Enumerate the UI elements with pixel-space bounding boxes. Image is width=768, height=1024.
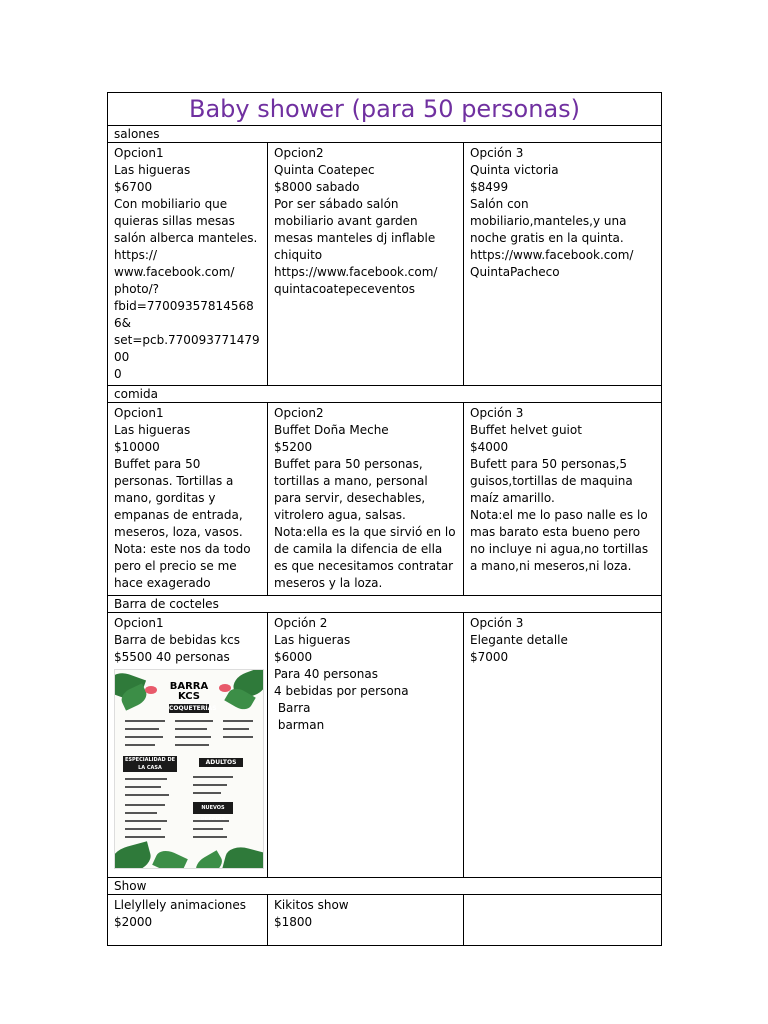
menu-text [175, 720, 213, 722]
option-name: Elegante detalle [470, 633, 568, 647]
option-name: Buffet helvet guiot [470, 423, 582, 437]
option-link[interactable]: 0 [114, 367, 122, 381]
menu-text [125, 720, 165, 722]
leaf-icon [222, 843, 264, 869]
menu-text [125, 836, 165, 838]
document-title: Baby shower (para 50 personas) [188, 95, 581, 123]
option-label: Opción 3 [470, 406, 524, 420]
leaf-icon [114, 841, 154, 869]
option-label: Opción 2 [274, 616, 328, 630]
option-description: Con mobiliario que quieras sillas mesas salón alberca manteles. [114, 197, 258, 245]
salones-option-1 [108, 143, 268, 386]
option-label: Opción 3 [470, 616, 524, 630]
menu-text [125, 804, 165, 806]
option-link[interactable]: https:// [114, 248, 158, 262]
option-price: $8499 [470, 180, 509, 194]
flamingo-icon [219, 684, 231, 692]
option-name: Barra de bebidas kcs [114, 633, 241, 647]
table-row [108, 403, 662, 596]
menu-text [193, 784, 227, 786]
option-price: $7000 [470, 650, 509, 664]
document-page [107, 92, 661, 946]
menu-text [125, 812, 157, 814]
menu-band: COQUETERÍAS [169, 705, 217, 712]
table-row [108, 143, 662, 386]
option-description: Para 40 personas [274, 667, 378, 681]
barra-option-2 [268, 613, 464, 878]
option-description: 4 bebidas por persona [274, 684, 409, 698]
option-link[interactable]: quintacoatepeceventos [274, 282, 415, 296]
option-price: $5500 40 personas [114, 650, 230, 664]
option-price: $2000 [114, 915, 153, 929]
option-label: Opcion2 [274, 146, 324, 160]
option-name: Llelyllely animaciones [114, 898, 246, 912]
menu-text [175, 736, 211, 738]
option-label: Opcion1 [114, 146, 164, 160]
option-label: Opción 3 [470, 146, 524, 160]
show-option-1 [108, 895, 268, 946]
option-price: $6000 [274, 650, 313, 664]
option-description: Barra [274, 701, 311, 715]
option-price: $1800 [274, 915, 313, 929]
option-label: Opcion1 [114, 406, 164, 420]
menu-text [125, 736, 163, 738]
salones-option-2 [268, 143, 464, 386]
option-name: Quinta Coatepec [274, 163, 375, 177]
option-price: $10000 [114, 440, 160, 454]
option-note: Nota:ella es la que sirvió en lo de camila la difencia de ella es que necesitamos contratar meseros y la loza. [274, 525, 460, 590]
table-row [108, 613, 662, 878]
menu-text [125, 820, 167, 822]
option-description: Salón con mobiliario,manteles,y una noche gratis en la quinta. [470, 197, 631, 245]
show-option-3 [464, 895, 662, 946]
option-price: $5200 [274, 440, 313, 454]
menu-text [193, 828, 223, 830]
option-price: $6700 [114, 180, 153, 194]
menu-text [125, 828, 161, 830]
baby-shower-table [107, 92, 662, 946]
menu-text [125, 744, 155, 746]
option-name: Buffet Doña Meche [274, 423, 389, 437]
section-show: Show [108, 878, 662, 895]
option-price: $4000 [470, 440, 509, 454]
menu-text [175, 728, 207, 730]
option-description: Buffet para 50 personas. Tortillas a mano, gorditas y empanas de entrada, meseros, loza, vasos. [114, 457, 247, 539]
option-link[interactable]: https://www.facebook.com/ [274, 265, 438, 279]
menu-text [193, 820, 229, 822]
option-name: Las higueras [114, 423, 191, 437]
comida-option-1 [108, 403, 268, 596]
barra-option-1 [108, 613, 268, 878]
option-price: $8000 sabado [274, 180, 360, 194]
menu-text [223, 728, 249, 730]
flamingo-icon [145, 686, 157, 694]
menu-band: ADULTOS [199, 758, 243, 767]
salones-option-3 [464, 143, 662, 386]
menu-band: ESPECIALIDAD DE LA CASA [124, 757, 176, 771]
menu-text [125, 728, 159, 730]
title-cell [108, 93, 662, 126]
option-link[interactable]: set=pcb.77009377147900 [114, 333, 260, 364]
leaf-icon [152, 847, 188, 869]
option-description: Bufett para 50 personas,5 guisos,tortillas de maquina maíz amarillo. [470, 457, 637, 505]
option-name: Las higueras [274, 633, 351, 647]
option-description: Buffet para 50 personas, tortillas a mano, personal para servir, desechables, vitrolero agua, salsas. [274, 457, 432, 522]
option-link[interactable]: fbid=770093578145686& [114, 299, 254, 330]
option-name: Kikitos show [274, 898, 349, 912]
menu-text [125, 794, 169, 796]
option-label: Opcion1 [114, 616, 164, 630]
menu-text [193, 776, 233, 778]
comida-option-2 [268, 403, 464, 596]
option-link[interactable]: photo/? [114, 282, 160, 296]
option-name: Quinta victoria [470, 163, 559, 177]
menu-text [175, 744, 209, 746]
menu-text [125, 786, 161, 788]
option-link[interactable]: www.facebook.com/ [114, 265, 235, 279]
option-description: barman [274, 718, 325, 732]
option-link[interactable]: QuintaPacheco [470, 265, 560, 279]
section-comida: comida [108, 386, 662, 403]
option-note: Nota: este nos da todo pero el precio se me hace exagerado [114, 542, 255, 590]
menu-band: NUEVOS [193, 802, 233, 814]
option-note: Nota:el me lo paso nalle es lo mas barato esta bueno pero no incluye ni agua,no tortillas a mano,ni meseros,ni loza. [470, 508, 652, 573]
barra-option-3 [464, 613, 662, 878]
option-description: Por ser sábado salón mobiliario avant garden mesas manteles dj inflable chiquito [274, 197, 440, 262]
option-name: Las higueras [114, 163, 191, 177]
option-label: Opcion2 [274, 406, 324, 420]
comida-option-3 [464, 403, 662, 596]
menu-title: BARRA KCS [169, 681, 209, 702]
menu-text [193, 836, 227, 838]
section-salones: salones [108, 126, 662, 143]
menu-text [125, 778, 167, 780]
section-barra-de-cocteles: Barra de cocteles [108, 596, 662, 613]
menu-text [223, 720, 253, 722]
option-link[interactable]: https://www.facebook.com/ [470, 248, 634, 262]
barra-kcs-menu-image [114, 669, 264, 869]
show-option-2 [268, 895, 464, 946]
menu-text [223, 736, 253, 738]
table-row [108, 895, 662, 946]
menu-text [193, 792, 221, 794]
leaf-icon [192, 850, 225, 869]
